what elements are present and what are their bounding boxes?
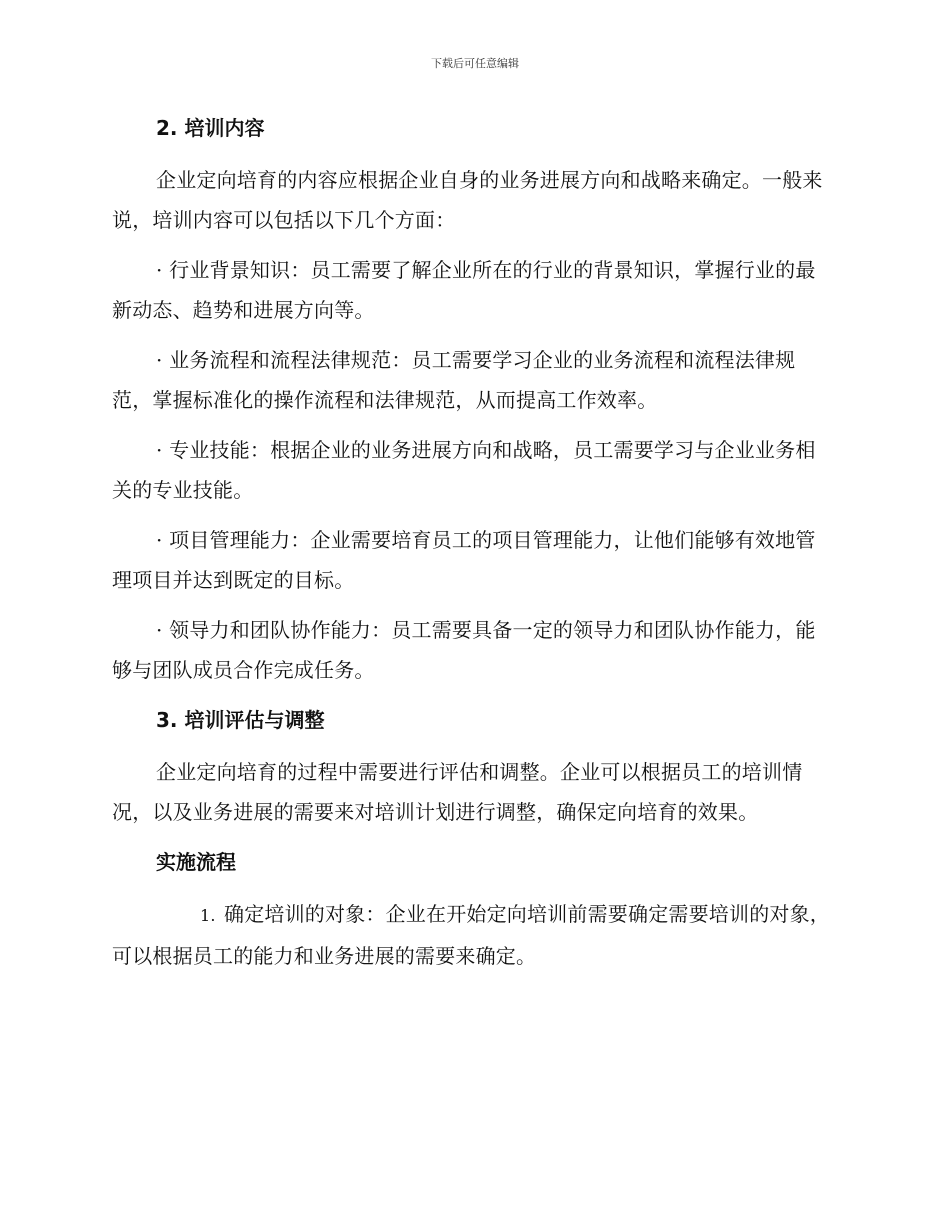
list-item-leadership-teamwork: · 领导力和团队协作能力：员工需要具备一定的领导力和团队协作能力，能够与团队成员合作完成任务。 — [112, 618, 816, 682]
process-step-text: 确定培训的对象：企业在开始定向培训前需要确定需要培训的对象，可以根据员工的能力和业务进展的需要来确定。 — [112, 902, 830, 968]
section-heading-evaluation: 3. 培训评估与调整 — [156, 708, 325, 732]
list-item-professional-skills: · 专业技能：根据企业的业务进展方向和战略，员工需要学习与企业业务相关的专业技能。 — [112, 438, 816, 502]
list-item-business-process: · 业务流程和流程法律规范：员工需要学习企业的业务流程和流程法律规范，掌握标准化的操作流程和法律规范，从而提高工作效率。 — [112, 348, 796, 412]
process-step-1 — [112, 894, 832, 976]
section-heading-process: 实施流程 — [156, 850, 236, 874]
list-item-industry-knowledge: · 行业背景知识：员工需要了解企业所在的行业的背景知识，掌握行业的最新动态、趋势和进展方向等。 — [112, 258, 816, 322]
document-body — [112, 108, 832, 986]
list-item-project-management: · 项目管理能力：企业需要培育员工的项目管理能力，让他们能够有效地管理项目并达到既定的目标。 — [112, 528, 816, 592]
process-step-number: 1. — [200, 906, 216, 925]
section-heading-training-content: 2. 培训内容 — [156, 116, 265, 140]
paragraph-evaluation: 企业定向培育的过程中需要进行评估和调整。企业可以根据员工的培训情况，以及业务进展的需要来对培训计划进行调整，确保定向培育的效果。 — [112, 760, 803, 824]
page-header-note: 下载后可任意编辑 — [431, 57, 519, 70]
paragraph-training-intro: 企业定向培育的内容应根据企业自身的业务进展方向和战略来确定。一般来说，培训内容可以包括以下几个方面： — [112, 168, 823, 232]
